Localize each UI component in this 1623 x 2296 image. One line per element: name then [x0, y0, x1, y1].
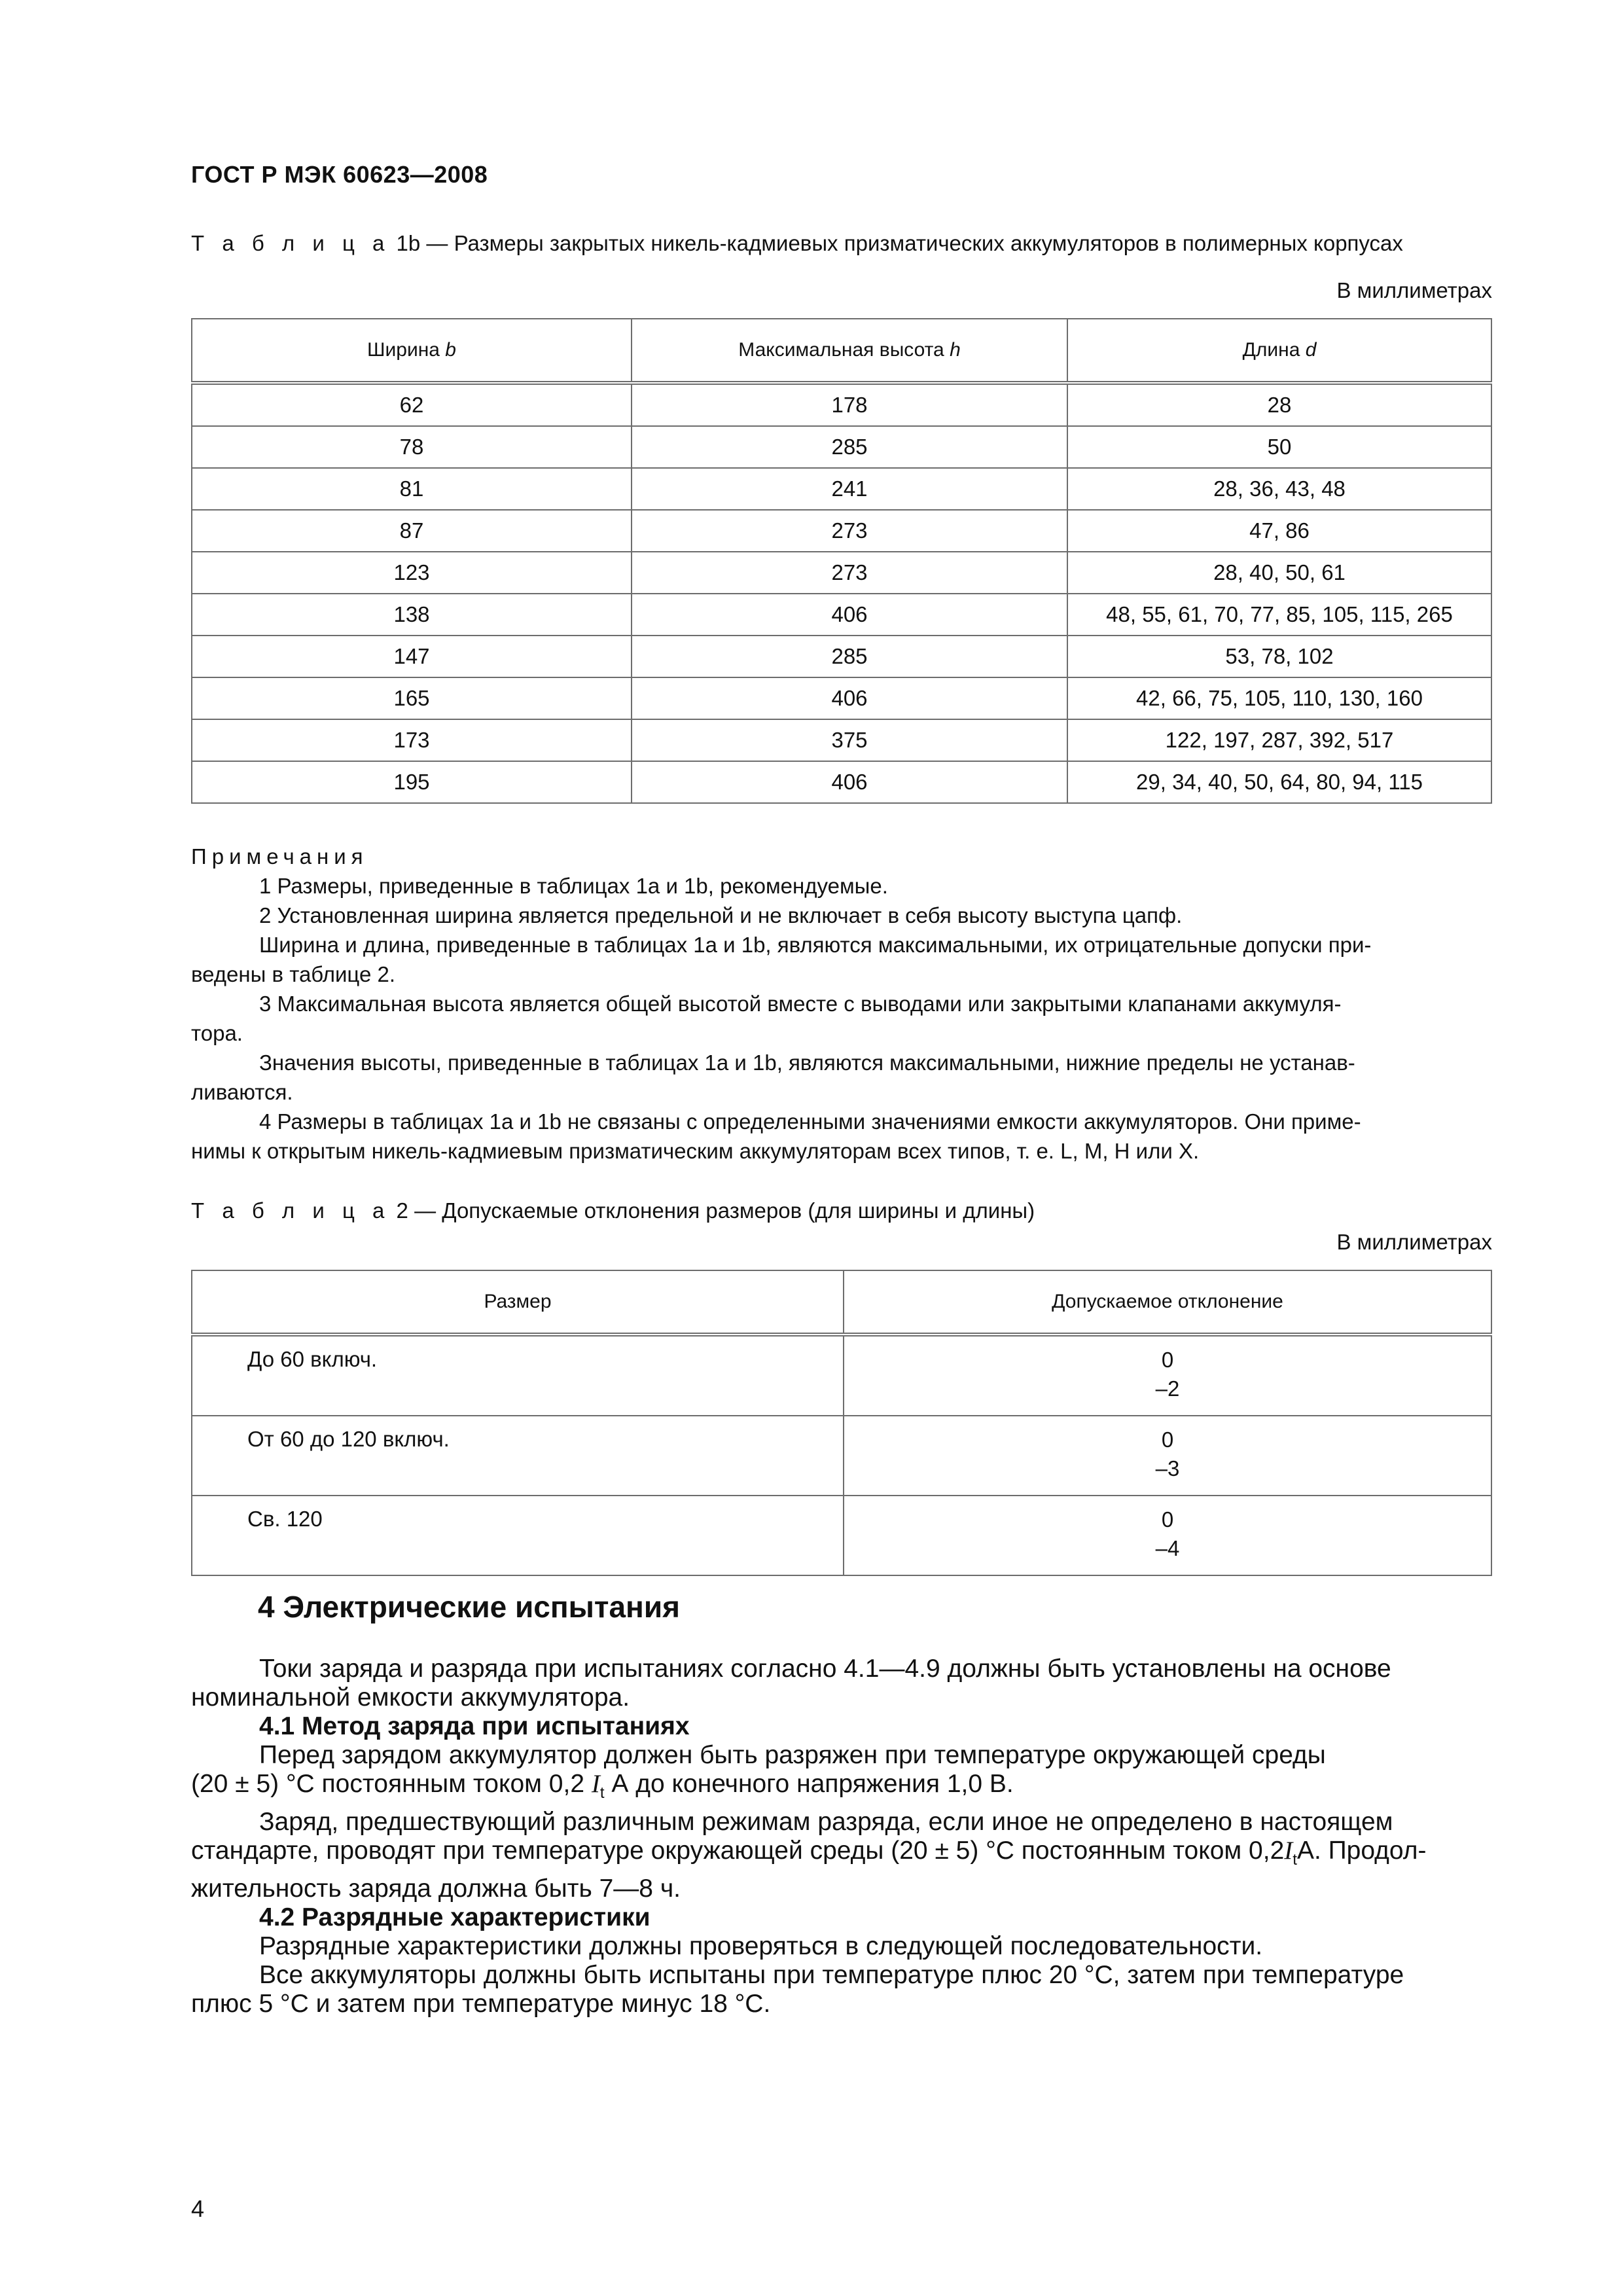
- paragraph-5-line2: плюс 5 °С и затем при температуре минус 18 °С.: [191, 1989, 771, 2018]
- page-number: 4: [191, 2195, 205, 2222]
- note-3b-line1: Значения высоты, приведенные в таблицах 1а и 1b, являются максимальными, нижние пределы не устанав-: [259, 1050, 1355, 1075]
- table1-caption: [191, 230, 1403, 257]
- table1-unit: В миллиметрах: [1336, 278, 1492, 302]
- paragraph-3-line1: Заряд, предшествующий различным режимам разряда, если иное не определено в настоящем: [259, 1807, 1393, 1836]
- table2: [191, 1270, 1492, 1576]
- table-row: 62 178 28: [192, 383, 1491, 426]
- table-row: 165 406 42, 66, 75, 105, 110, 130, 160: [192, 677, 1491, 719]
- table1-caption-text: 1b — Размеры закрытых никель-кадмиевых призматических аккумуляторов в полимерных корпусах: [396, 231, 1403, 255]
- table2-header-deviation: Допускаемое отклонение: [844, 1270, 1491, 1335]
- paragraph-4: Разрядные характеристики должны проверяться в следующей последовательности.: [259, 1931, 1263, 1960]
- note-3-line2: тора.: [191, 1021, 243, 1045]
- section-body: [191, 1655, 1492, 2018]
- table2-header-row: [192, 1270, 1491, 1335]
- table-row: 173 375 122, 197, 287, 392, 517: [192, 719, 1491, 761]
- table2-header-size: Размер: [192, 1270, 844, 1335]
- table2-caption: [191, 1198, 1035, 1224]
- subsection-4-1-title: 4.1 Метод заряда при испытаниях: [259, 1712, 690, 1740]
- note-1: 1 Размеры, приведенные в таблицах 1а и 1b, рекомендуемые.: [259, 874, 888, 898]
- note-3-line1: 3 Максимальная высота является общей высотой вместе с выводами или закрытыми клапанами аккумуля-: [259, 992, 1342, 1016]
- paragraph-1-line1: Токи заряда и разряда при испытаниях согласно 4.1—4.9 должны быть установлены на основе: [259, 1655, 1391, 1683]
- table1-header-height: Максимальная высота h: [632, 319, 1067, 383]
- table-row: 81 241 28, 36, 43, 48: [192, 468, 1491, 510]
- table-row: От 60 до 120 включ. 0 –3: [192, 1416, 1491, 1496]
- table2-caption-text: 2 — Допускаемые отклонения размеров (для ширины и длины): [396, 1198, 1035, 1223]
- document-code: ГОСТ Р МЭК 60623—2008: [191, 161, 488, 188]
- note-3b-line2: ливаются.: [191, 1080, 293, 1104]
- paragraph-2-line1: Перед зарядом аккумулятор должен быть разряжен при температуре окружающей среды: [259, 1741, 1326, 1769]
- table-row: 138 406 48, 55, 61, 70, 77, 85, 105, 115, 265: [192, 594, 1491, 636]
- note-2b-line2: ведены в таблице 2.: [191, 962, 395, 986]
- notes-block: [191, 842, 1492, 1166]
- table1-caption-label: Т а б л и ц а: [191, 231, 391, 255]
- table1-header-row: [192, 319, 1491, 383]
- table1: [191, 318, 1492, 804]
- table-row: До 60 включ. 0 –2: [192, 1335, 1491, 1416]
- subsection-4-2-title: 4.2 Разрядные характеристики: [259, 1903, 651, 1931]
- table1-header-length: Длина d: [1067, 319, 1491, 383]
- table1-header-width: Ширина b: [192, 319, 632, 383]
- section-title: 4 Электрические испытания: [258, 1590, 680, 1624]
- paragraph-5-line1: Все аккумуляторы должны быть испытаны при температуре плюс 20 °С, затем при температуре: [259, 1960, 1404, 1989]
- table2-caption-label: Т а б л и ц а: [191, 1198, 391, 1223]
- paragraph-1-line2: номинальной емкости аккумулятора.: [191, 1683, 630, 1712]
- table-row: 78 285 50: [192, 426, 1491, 468]
- note-4-line2: нимы к открытым никель-кадмиевым призматическим аккумуляторам всех типов, т. е. L, M, H или X.: [191, 1139, 1200, 1163]
- paragraph-3-line3: жительность заряда должна быть 7—8 ч.: [191, 1874, 681, 1903]
- note-2b-line1: Ширина и длина, приведенные в таблицах 1а и 1b, являются максимальными, их отрицательные допуски при-: [259, 933, 1372, 957]
- paragraph-2-line2: (20 ± 5) °С постоянным током 0,2 $I_t$ А до конечного напряжения 1,0 В.: [191, 1770, 1014, 1802]
- paragraph-3-line2: стандарте, проводят при температуре окружающей среды (20 ± 5) °С постоянным током $0,2I_tА$. Продол-: [191, 1836, 1427, 1869]
- note-4-line1: 4 Размеры в таблицах 1а и 1b не связаны с определенными значениями емкости аккумуляторов. Они приме-: [259, 1109, 1361, 1134]
- table2-unit: В миллиметрах: [1336, 1230, 1492, 1254]
- table-row: 87 273 47, 86: [192, 510, 1491, 552]
- table-row: 123 273 28, 40, 50, 61: [192, 552, 1491, 594]
- table-row: Св. 120 0 –4: [192, 1496, 1491, 1575]
- note-2: 2 Установленная ширина является предельной и не включает в себя высоту выступа цапф.: [259, 903, 1183, 927]
- table-row: 195 406 29, 34, 40, 50, 64, 80, 94, 115: [192, 761, 1491, 803]
- notes-title: Примечания: [191, 844, 368, 869]
- table-row: 147 285 53, 78, 102: [192, 636, 1491, 677]
